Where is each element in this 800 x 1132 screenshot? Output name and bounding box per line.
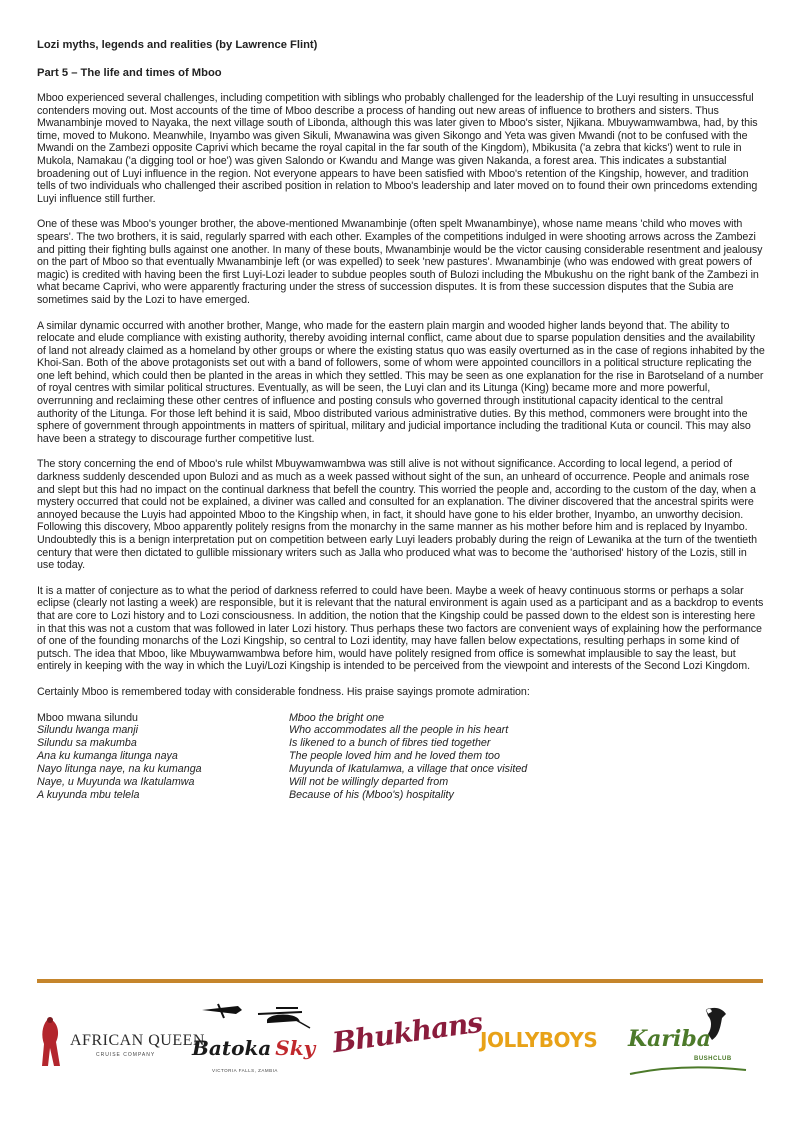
praise-translation-line: The people loved him and he loved them too bbox=[289, 750, 500, 763]
paragraph: Mboo experienced several challenges, including competition with siblings who probably challenged for the leadership of the Luyi resulting in unsuccessful contenders moving out. Most accounts of the time of Mboo describe a process of handing out new areas of influence to brothers and sisters. Thus Mwanambinje moved to Nayaka, the next village south of Libonda, although this was later given to Mboo's sister, Njikana. Mbuywamwambwa, had, by this time, moved to Mukono. Meanwhile, Inyambo was given Sikuli, Mwanawina was given Sikongo and Yeta was given Mwandi (not to be confused with the Mwandi on the Zambezi opposite Caprivi which became the royal capital in the far south of the Kingdom), Mbikusita ('a zebra that kicks') went to rule in Mukola, Namakau ('a digging tool or hoe') was given Salondo or Kwandu and Mange was given Nakanda, a forest area. This indicates a substantial broadening out of Luyi influence in the region. Not everyone appears to have been satisfied with Mboo's retention of the Kingship, however, and tradition tells of two individuals who challenged their ascribed position in relation to Mboo's leadership and later moved on to found their own princedoms extending Luyi influence still further. bbox=[37, 92, 758, 205]
document-page bbox=[37, 38, 765, 802]
praise-line: Mboo mwana silundu bbox=[37, 711, 138, 724]
praise-translation-line: Who accommodates all the people in his heart bbox=[289, 724, 509, 737]
praise-translation-line: Is likened to a bunch of fibres tied together bbox=[289, 737, 491, 750]
section-heading: Part 5 – The life and times of Mboo bbox=[37, 67, 222, 79]
batoka-name: Batoka bbox=[192, 1036, 272, 1060]
kariba-swoosh-icon bbox=[628, 1064, 748, 1078]
sponsor-logos bbox=[30, 996, 770, 1096]
document-title: Lozi myths, legends and realities (by Lawrence Flint) bbox=[37, 39, 318, 51]
jollyboys-name: JOLLYBOYS bbox=[480, 1028, 598, 1052]
praise-english-column bbox=[289, 712, 709, 802]
praise-translation-line: Muyunda of Ikatulamwa, a village that once visited bbox=[289, 763, 528, 776]
african-queen-name: AFRICAN QUEEN bbox=[70, 1032, 205, 1049]
praise-translation-line: Mboo the bright one bbox=[289, 711, 385, 724]
praise-line: Nayo litunga naye, na ku kumanga bbox=[37, 763, 202, 776]
paragraph: One of these was Mboo's younger brother, the above-mentioned Mwanambinje (often spelt Mwanambinye), whose name means 'child who moves with spears'. The two brothers, it is said, regularly sparred with each other. Examples of the competitions indulged in were shooting arrows across the Zambezi and pitting their fighting bulls against one another. In many of these bouts, Mwanambinje would be the victor causing considerable resentment and jealousy on the part of Mboo so that eventually Mwanambinje left (or was expelled) to seek 'new pastures'. Mwanambinje (who was endowed with great powers of magic) is credited with having been the first Luyi-Lozi leader to subdue peoples south of Bulozi including the Mbukushu on the right bank of the Zambezi in what became Caprivi, who were apparently fracturing under the stress of succession disputes. It is from these succession disputes that the Subia are sometimes said by the Lozi to have emerged. bbox=[37, 218, 763, 306]
african-queen-logo bbox=[38, 1014, 205, 1074]
african-queen-figure-icon bbox=[38, 1016, 64, 1068]
footer-rule bbox=[37, 979, 763, 983]
aircraft-icon bbox=[198, 1000, 318, 1036]
praise-line: Silundu lwanga manji bbox=[37, 724, 138, 737]
paragraph: The story concerning the end of Mboo's rule whilst Mbuywamwambwa was still alive is not without significance. According to local legend, a period of darkness suddenly descended upon Bulozi and as much as a week passed without sight of the sun, an unheard of occurrence. People and animals rose and slept but this had no impact on the continual darkness that befell the country. This worried the people and, according to the custom of the day, when a mystery occurred that could not be explained, a diviner was called and consulted for an explanation. The diviner discovered that the ancestral spirits were annoyed because the Luyis had appointed Mboo to the Kingship when, in fact, it should have gone to his elder brother, Inyambo, an unworthy decision. Following this discovery, Mboo apparently politely resigns from the monarchy in the same manner as his mother before him and is replaced by Inyambo. Undoubtedly this is a benign interpretation put on competition between early Luyi leaders probably during the reign of Lewanika at the turn of the twentieth century that were then dictated to gullible missionary writers such as Jalla who produced what was to become the 'authorised' history of the Lozis, still in use today. bbox=[37, 458, 758, 572]
praise-line: A kuyunda mbu telela bbox=[37, 788, 140, 801]
african-queen-sub: CRUISE COMPANY bbox=[96, 1052, 156, 1058]
jollyboys-logo bbox=[480, 1028, 630, 1058]
batoka-sky-sub: VICTORIA FALLS, ZAMBIA bbox=[212, 1068, 278, 1073]
paragraph: Certainly Mboo is remembered today with considerable fondness. His praise sayings promote admiration: bbox=[37, 685, 530, 698]
praise-line: Silundu sa makumba bbox=[37, 737, 137, 750]
praise-sayings bbox=[37, 712, 765, 802]
praise-translation-line: Will not be willingly departed from bbox=[289, 776, 449, 789]
praise-translation-line: Because of his (Mboo's) hospitality bbox=[289, 788, 454, 801]
bhukhans-logo bbox=[330, 1005, 484, 1066]
kariba-sub: BUSHCLUB bbox=[694, 1056, 732, 1062]
bhukhans-name: Bhukhans bbox=[330, 1005, 484, 1060]
paragraph: A similar dynamic occurred with another brother, Mange, who made for the eastern plain margin and wooded higher lands beyond that. The ability to relocate and elude compliance with existing authority, thereby avoiding internal conflict, came about due to sparse population densities and the availability of land not already claimed as a homeland by other groups or where the existing status quo was easily overturned as in the case of regions inhabited by the Khoi-San. Both of the above protagonists set out with a band of followers, some of whom were appointed councillors in a political structure replicating the one left behind, which could then be planted in the areas in which they settled. This may be seen as one explanation for the rise in Barotseland of a number of royal centres with similar political structures. Eventually, as will be seen, the Luyi clan and its Litunga (King) became more and more powerful, overrunning and reclaiming these other centres of influence and posting consuls who governed through institutional capacity identical to the central authority of the Litunga. For those left behind it is said, Mboo distributed various administrative duties. By this method, commoners were brought into the sphere of government through appointments in matters of spiritual, military and judicial importance including the traditional Kuta or council. This may also have been a strategy to discourage further competitive lust. bbox=[37, 319, 765, 445]
paragraph: It is a matter of conjecture as to what the period of darkness referred to could have been. Maybe a week of heavy continuous storms or perhaps a solar eclipse (clearly not lasting a week) are responsible, but it is relevant that the natural environment is again used as a participant and as a backdrop to events that are core to Lozi history and to Lozi consciousness. In addition, the notion that the Kingship could be passed down to the eldest son is interesting here in that this was not a custom that was followed in later Lozi history. Thus perhaps these two factors are convenient ways of explaining how the performance of one of the founding monarchs of the Lozi Kingship, so central to Lozi identity, may have fallen below expectations, resulting perhaps in some kind of putsch. The idea that Mboo, like Mbuywamwambwa before him, would have politely resigned from office is somewhat implausible to say the least, but entirely in keeping with the way in which the Luyi/Lozi Kingship is intended to be perceived from the viewpoint and interests of the Second Lozi Kingdom. bbox=[37, 584, 764, 673]
sky-name: Sky bbox=[275, 1036, 316, 1060]
batoka-sky-logo bbox=[192, 1000, 322, 1084]
praise-line: Naye, u Muyunda wa Ikatulamwa bbox=[37, 776, 195, 789]
praise-lozi-column bbox=[37, 712, 289, 802]
kariba-logo bbox=[628, 1004, 758, 1084]
praise-line: Ana ku kumanga litunga naya bbox=[37, 750, 178, 763]
kariba-name: Kariba bbox=[628, 1026, 711, 1052]
